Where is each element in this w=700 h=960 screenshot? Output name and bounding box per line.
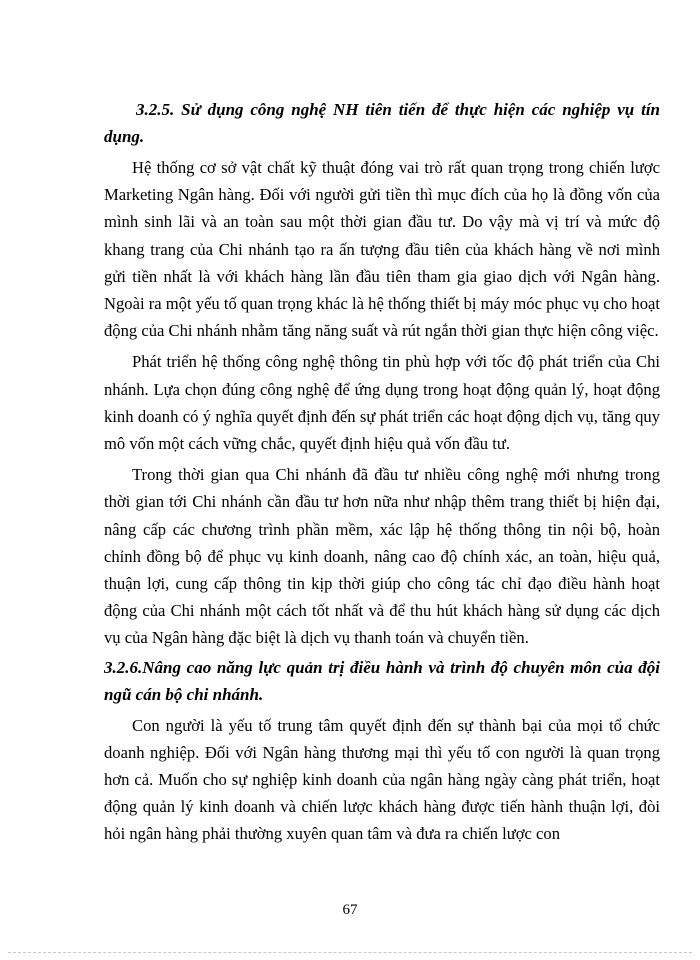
page-number: 67 [342,902,358,918]
page-content [104,96,660,850]
body-paragraph: Con người là yếu tố trung tâm quyết định đến sự thành bại của mọi tổ chức doanh nghiệp. Đối với Ngân hàng thương mại thì yếu tố con người là quan trọng hơn cả. Muốn cho sự nghiệp kinh doanh của ngân hàng ngày càng phát triển, hoạt động quản lý kinh doanh và chiến lược khách hàng được tiến hành thuận lợi, đòi hỏi ngân hàng phải thường xuyên quan tâm và đưa ra chiến lược con [104,715,660,844]
section-heading-3-2-6: 3.2.6.Nâng cao năng lực quản trị điều hành và trình độ chuyên môn của đội ngũ cán bộ chi nhánh. [104,657,660,704]
body-paragraph: Hệ thống cơ sở vật chất kỹ thuật đóng vai trò rất quan trọng trong chiến lược Marketing Ngân hàng. Đối với người gửi tiền thì mục đích của họ là đồng vốn của mình sinh lãi và an toàn sau một thời gian đầu tư. Do vậy mà vị trí và mức độ khang trang của Chi nhánh tạo ra ấn tượng đầu tiên của khách hàng về nơi mình gửi tiền nhất là với khách hàng lần đầu tiên tham gia giao dịch với Ngân hàng. Ngoài ra một yếu tố quan trọng khác là hệ thống thiết bị máy móc phục vụ cho hoạt động của Chi nhánh nhằm tăng năng suất và rút ngắn thời gian thực hiện công việc. [104,158,660,341]
body-paragraph: Phát triển hệ thống công nghệ thông tin phù hợp với tốc độ phát triển của Chi nhánh. Lựa chọn đúng công nghệ để ứng dụng trong hoạt động quản lý, hoạt động kinh doanh có ý nghĩa quyết định đến sự phát triển các hoạt động dịch vụ, tăng quy mô vốn một cách vững chắc, quyết định hiệu quả vốn đầu tư. [104,352,660,454]
body-paragraph: Trong thời gian qua Chi nhánh đã đầu tư nhiều công nghệ mới nhưng trong thời gian tới Chi nhánh cần đầu tư hơn nữa như nhập thêm trang thiết bị hiện đại, nâng cấp các chương trình phần mềm, xác lập hệ thống thông tin nội bộ, hoàn chỉnh đồng bộ để phục vụ kinh doanh, nâng cao độ chính xác, an toàn, hiệu quả, thuận lợi, cung cấp thông tin kịp thời giúp cho công tác chỉ đạo điều hành hoạt động của Chi nhánh một cách tốt nhất và để thu hút khách hàng sử dụng các dịch vụ của Ngân hàng đặc biệt là dịch vụ thanh toán và chuyển tiền. [104,465,660,648]
page-bottom-divider [8,952,692,953]
section-heading-3-2-5: 3.2.5. Sử dụng công nghệ NH tiên tiến để thực hiện các nghiệp vụ tín dụng. [104,100,660,146]
